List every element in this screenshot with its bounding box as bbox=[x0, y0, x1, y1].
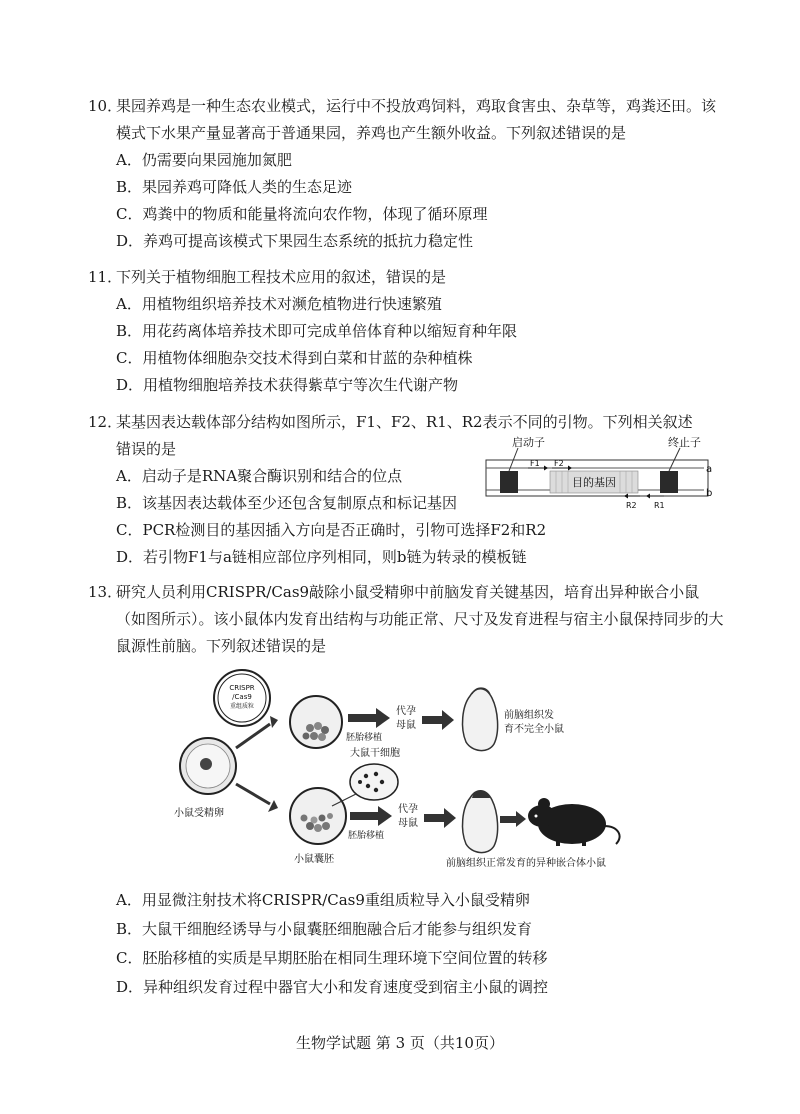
chimera-diagram bbox=[170, 666, 630, 872]
arrow-to-offspring-bottom bbox=[424, 808, 456, 828]
promoter-block bbox=[500, 471, 518, 493]
question-number: 13． bbox=[88, 583, 123, 601]
surrogate-top-1: 代孕 bbox=[396, 706, 416, 717]
transfer-label-bottom: 胚胎移植 bbox=[348, 831, 385, 841]
question-number: 10． bbox=[88, 97, 123, 115]
option-a: A．用显微注射技术将CRISPR/Cas9重组质粒导入小鼠受精卵 bbox=[116, 891, 530, 909]
promoter-label: 启动子 bbox=[512, 436, 545, 449]
question-11 bbox=[88, 264, 728, 399]
plasmid-label-1: CRISPR bbox=[229, 684, 255, 692]
vector-diagram bbox=[478, 434, 714, 518]
surrogate-top-2: 母鼠 bbox=[396, 720, 416, 731]
primer-f1-label: F1 bbox=[530, 459, 540, 468]
arrow-to-offspring-top bbox=[422, 710, 454, 730]
blastocyst-label: 小鼠囊胚 bbox=[294, 854, 334, 865]
option-b: B．用花药离体培养技术即可完成单倍体育种以缩短育种年限 bbox=[116, 322, 518, 340]
option-d: D．异种组织发育过程中器官大小和发育速度受到宿主小鼠的调控 bbox=[116, 978, 549, 996]
result-top-2: 育不完全小鼠 bbox=[504, 724, 564, 735]
adult-chimera-mouse-icon bbox=[528, 798, 620, 846]
result-bottom: 前脑组织正常发育的异种嵌合体小鼠 bbox=[446, 858, 606, 869]
terminator-label: 终止子 bbox=[668, 436, 701, 449]
option-c: C．用植物体细胞杂交技术得到白菜和甘蓝的杂种植株 bbox=[116, 349, 473, 367]
option-c: C．鸡粪中的物质和能量将流向农作物，体现了循环原理 bbox=[116, 205, 488, 223]
question-10-stem bbox=[88, 93, 728, 147]
question-number: 12． bbox=[88, 413, 123, 431]
arrow-to-adult bbox=[500, 811, 526, 827]
option-d: D．用植物细胞培养技术获得紫草宁等次生代谢产物 bbox=[116, 376, 459, 394]
transfer-label-top: 胚胎移植 bbox=[346, 733, 383, 743]
question-text: 下列关于植物细胞工程技术应用的叙述，错误的是 bbox=[116, 268, 447, 286]
incomplete-forebrain-pup-icon bbox=[463, 688, 498, 751]
option-a: A．仍需要向果园施加氮肥 bbox=[116, 151, 292, 169]
strand-b-label: b bbox=[706, 488, 713, 499]
question-13-options bbox=[88, 886, 728, 1002]
strand-a-label: a bbox=[706, 464, 713, 475]
question-number: 11． bbox=[88, 268, 123, 286]
transfer-arrow-top bbox=[348, 708, 390, 728]
option-b: B．该基因表达载体至少还包含复制原点和标记基因 bbox=[116, 494, 458, 512]
option-c: C．胚胎移植的实质是早期胚胎在相同生理环境下空间位置的转移 bbox=[116, 949, 548, 967]
option-c: C．PCR检测目的基因插入方向是否正确时，引物可选择F2和R2 bbox=[116, 521, 547, 539]
primer-f2-label: F2 bbox=[554, 459, 564, 468]
result-top-1: 前脑组织发 bbox=[504, 710, 554, 721]
page-footer: 生物学试题 第 3 页（共10页） bbox=[296, 1034, 504, 1052]
option-b: B．大鼠干细胞经诱导与小鼠囊胚细胞融合后才能参与组织发育 bbox=[116, 920, 533, 938]
rat-stem-cell-dish-icon bbox=[350, 764, 398, 800]
edited-embryo-icon bbox=[290, 696, 342, 748]
primer-r1-label: R1 bbox=[654, 501, 665, 510]
gene-label: 目的基因 bbox=[572, 476, 616, 489]
blastocyst-icon bbox=[290, 788, 346, 844]
chimera-pup-icon bbox=[463, 791, 498, 853]
rat-stem-cell-label: 大鼠干细胞 bbox=[350, 748, 400, 759]
question-12-stem bbox=[88, 409, 728, 436]
zygote-icon bbox=[180, 738, 236, 794]
option-d: D．若引物F1与a链相应部位序列相同，则b链为转录的模板链 bbox=[116, 548, 527, 566]
question-text-continued: 错误的是 bbox=[116, 440, 177, 458]
primer-r2-label: R2 bbox=[626, 501, 637, 510]
surrogate-bottom-2: 母鼠 bbox=[398, 818, 418, 829]
question-10 bbox=[88, 93, 728, 255]
terminator-block bbox=[660, 471, 678, 493]
plasmid-label-2: /Cas9 bbox=[232, 693, 252, 701]
zygote-label: 小鼠受精卵 bbox=[174, 808, 224, 819]
option-b: B．果园养鸡可降低人类的生态足迹 bbox=[116, 178, 353, 196]
option-a: A．用植物组织培养技术对濒危植物进行快速繁殖 bbox=[116, 295, 442, 313]
transfer-arrow-bottom bbox=[350, 806, 392, 826]
option-d: D．养鸡可提高该模式下果园生态系统的抵抗力稳定性 bbox=[116, 232, 474, 250]
surrogate-bottom-1: 代孕 bbox=[398, 804, 418, 815]
question-text: 研究人员利用CRISPR/Cas9敲除小鼠受精卵中前脑发育关键基因，培育出异种嵌合小鼠（如图所示）。该小鼠体内发育出结构与功能正常、尺寸及发育进程与宿主小鼠保持同步的大鼠源性前脑。下列叙述错误的是 bbox=[116, 583, 724, 655]
question-text: 某基因表达载体部分结构如图所示，F1、F2、R1、R2表示不同的引物。下列相关叙述 bbox=[116, 413, 693, 431]
question-text: 果园养鸡是一种生态农业模式，运行中不投放鸡饲料，鸡取食害虫、杂草等，鸡粪还田。该模式下水果产量显著高于普通果园，养鸡也产生额外收益。下列叙述错误的是 bbox=[116, 97, 717, 142]
arrow-to-blastocyst bbox=[236, 784, 278, 812]
option-a: A．启动子是RNA聚合酶识别和结合的位点 bbox=[116, 467, 403, 485]
question-13-stem bbox=[88, 579, 728, 660]
question-13 bbox=[88, 579, 728, 660]
plasmid-label-3: 重组质粒 bbox=[229, 703, 255, 710]
question-11-stem bbox=[88, 264, 728, 291]
